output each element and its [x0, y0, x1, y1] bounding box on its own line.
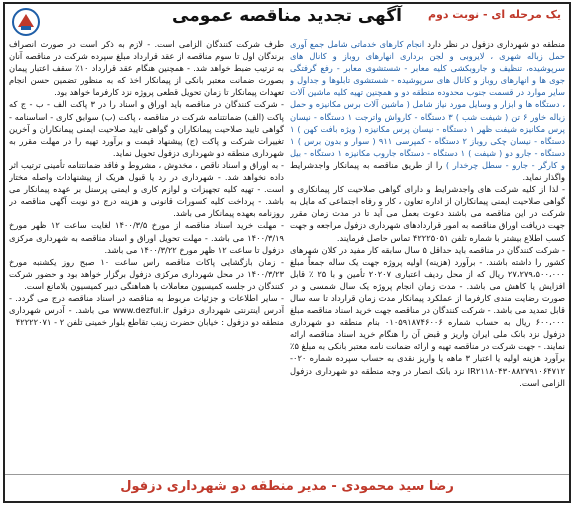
notice-title: آگهی تجدید مناقصه عمومی	[172, 6, 402, 26]
envelopes-paragraph: - شرکت کنندگان در مناقصه باید اوراق و اسناد را در ۳ پاکت الف - ب - ج که پاکت (الف) ضمانتنامه شرکت در مناقصه ، پاکت (ب) سوابق کاری - اساسنامه - گواهی تایید صلاحیت پیمانکاران و گواهی تایید صلاحیت ایمنی پیمانکاران و آخرین تغییرات شرکت و پاکت (ج) پیشنهاد قیمت و برآورد تهیه را در مهلت مقرر به شهرداری منطقه دو شهرداری دزفول تحویل نماید.	[9, 99, 284, 158]
scope-paragraph	[290, 38, 565, 183]
conditions-paragraph: - شرکت کنندگان در مناقصه باید حداقل ۵ سال سابقه کار مفید در کلان شهرهای کشور را داشته باشند. - برآورد (هزینه) اولیه پروژه جهت یک ساله جمعاً مبلغ ۲۷،۲۷۹،۵۰۰،۰۰۰ ریال که از محل ردیف اعتباری ۲۰۲۰۷ تأمین و با ۲۵ ٪ قابل افزایش یا کاهش می باشد. - مدت زمان انجام پروژه یک سال شمسی و در صورت رضایت مندی کارفرما از عملکرد پیمانکار مدت زمان قرارداد تا سه سال قابل تمدید می باشد. - شرکت کنندگان در مناقصه جهت خرید اسناد مناقصه مبلغ ۶۰۰،۰۰۰ ریال به حساب شماره ۰۱۰۵۹۱۸۷۴۶۰۰۶ بنام منطقه دو شهرداری دزفول نزد بانک ملی ایران واریز و قبض آن را هنگام خرید اسناد مناقصه ارائه نمایند. - جهت شرکت در مناقصه تهیه و ارائه ضمانت نامه معتبر بانکی به مبلغ ۵٪ برآورد هزینه اولیه یا اعتبار ۳ ماهه یا واریز نقدی به حساب سپرده شماره ۰۲۰-IR۲۱۱۸۰۴۳۰۸۸۲۷۹۱۰۶۴۷۱۲ نزد بانک انصار در وجه منطقه دو شهرداری دزفول الزامی است.	[290, 244, 565, 388]
scope-details: انجام کارهای خدماتی شامل جمع آوری حمل زباله شهری ، لایروبی و لجن برداری انهارهای روباز و کانال های سرپوشیده، تنظیف و جاروبکشی کلیه معابر - شستشوی معابر - رفع گرفتگی جوی ها و انهارهای روباز و کانال های سرپوشیده - شستشوی تابلوها و جداول و سایر موارد در قسمت جنوب محدوده منطقه دو و همچنین تهیه کلیه ماشین آلات ، دستگاه ها و ابزار و وسایل مورد نیاز شامل ( ماشین آلات برس مکانیزه و حمل زباله خاور ۶ تن ( شیفت شب ) ۳ دستگاه - کارواش واترجت ۱ دستگاه - نیسان پرس مکانیزه شیفت ظهر ۱ دستگاه - نیسان پرس مکانیزه ( ویژه بافت کهن ) ۱ دستگاه - نیسان چکی روباز ۲ دستگاه - کمپرسی ۹۱۱ ( سوار و بدون برس ) ۱ دستگاه - جارو دو ( شیفت ) ۱ دستگاه - دستگاه جاروب مکانیزه ۱ دستگاه - بیل و کارگر - جارو - سطل چرخدار )	[290, 39, 565, 170]
stage-label: یک مرحله ای - نوبت دوم	[427, 8, 561, 21]
deadlines-paragraph: - مهلت خرید اسناد مناقصه از مورخ ۱۴۰۰/۳/۵ لغایت ساعت ۱۲ ظهر مورخ ۱۴۰۰/۳/۱۹ می باشد. - مهلت تحویل اوراق و اسناد مناقصه به شهرداری مرکزی دزفول تا ساعت ۱۲ ظهر مورخ ۱۴۰۰/۳/۲۲ می باشد.	[9, 220, 284, 255]
notice-header	[5, 4, 569, 40]
left-column	[9, 38, 284, 470]
invitation-paragraph: - لذا از کلیه شرکت های واجدشرایط و دارای گواهی صلاحیت کار پیمانکاری و گواهی صلاحیت ایمنی پیمانکاران از اداره تعاون ، کار و رفاه اجتماعی که مایل به شرکت در این مناقصه می باشند دعوت بعمل می آید تا در مدت زمان مقرر جهت دریافت اوراق مناقصه به امور قراردادهای شهرداری دزفول مراجعه و جهت کسب اطلاع بیشتر با شماره تلفن ۴۲۲۲۵۰۵۱ تماس حاصل فرمایند.	[290, 184, 565, 243]
notice-body	[9, 38, 565, 470]
municipality-logo-icon	[9, 7, 43, 37]
right-column	[290, 38, 565, 470]
tender-notice	[3, 2, 571, 503]
scope-rest: را از طریق مناقصه به پیمانکار واجدشرایط واگذار نماید.	[290, 159, 565, 183]
signature-line: رضا سید محمودی - مدیر منطقه دو شهرداری دزفول	[5, 474, 569, 499]
terms-paragraph: - به اوراق و اسناد ناقص ، مخدوش ، مشروط و فاقد ضمانتنامه تأمینی ترتیب اثر داده نخواهد شد. - شهرداری در رد یا قبول هریک از پیشنهادات واصله مختار است. - تهیه کلیه تجهیزات و لوازم کاری و ایمنی پرسنل بر عهده پیمانکار می باشد. - پرداخت کلیه کسورات قانونی و هزینه درج دو نوبت آگهی مناقصه در روزنامه بعهده پیمانکار می باشد.	[9, 159, 284, 219]
opening-paragraph: - زمان بازگشایی پاکات مناقصه راس ساعت ۱۰ صبح روز یکشنبه مورخ ۱۴۰۰/۳/۲۳ در محل شهرداری مرکزی دزفول برگزار خواهد بود و حضور شرکت کنندگان در جلسه کمیسیون معاملات با هماهنگی دبیر کمیسیون بلامانع است.	[9, 256, 284, 291]
contact-paragraph: - سایر اطلاعات و جزئیات مربوط به مناقصه در اسناد مناقصه درج می گردد. - آدرس اینترنتی شهرداری دزفول www.dezful.ir می باشد. - آدرس شهرداری منطقه دو دزفول : خیابان حضرت زینب تقاطع بلوار خمینی تلفن ۲ - ۴۲۲۲۲۰۷۱	[9, 292, 284, 328]
scope-intro: منطقه دو شهرداری دزفول در نظر دارد	[427, 39, 565, 49]
guarantee-paragraph: طرف شرکت کنندگان الزامی است. - لازم به ذکر است در صورت انصراف برندگان اول تا سوم مناقصه از عقد قرارداد مبلغ سپرده شرکت در مناقصه آنان به ترتیب ضبط خواهد شد. - همچنین هنگام عقد قرارداد ۱۰٪ سقف اعتبار پیمان بصورت ضمانت معتبر بانکی از پیمانکار اخذ که به منظور تضمین حسن انجام تعهدات پیمانکار تا زمان تحویل قطعی پروژه نزد کارفرما خواهد بود.	[9, 39, 284, 98]
